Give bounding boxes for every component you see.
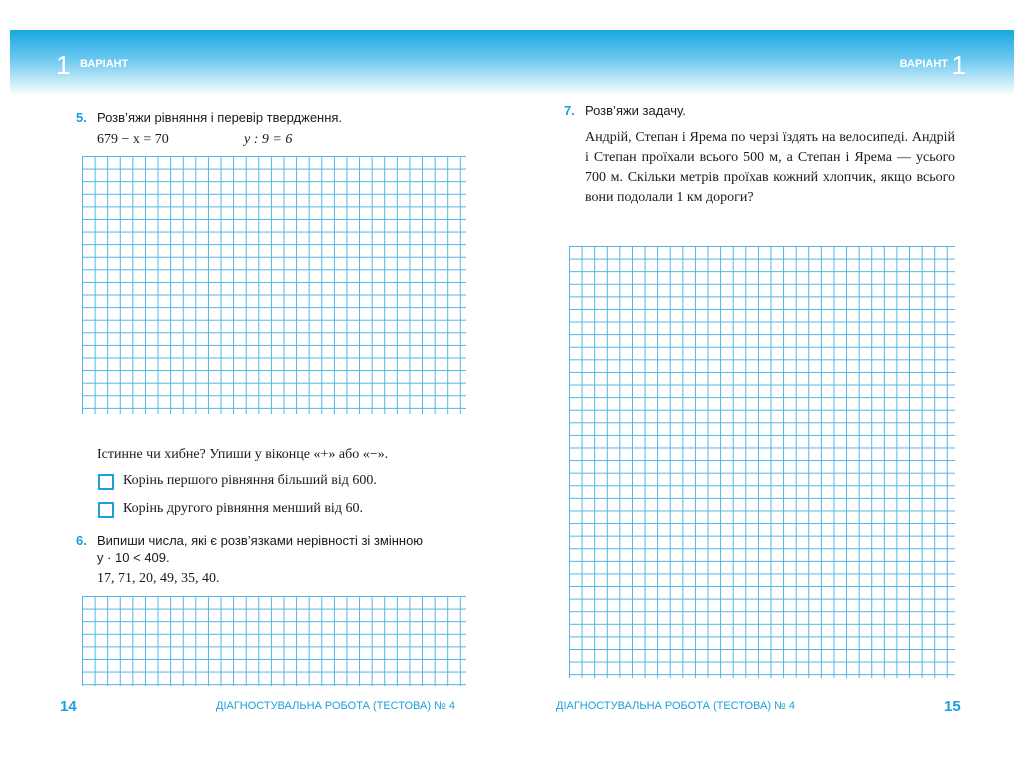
statement-prompt: Істинне чи хибне? Упиши у віконце «+» або «−». bbox=[97, 447, 389, 462]
task-7-prompt: Розв’яжи задачу. bbox=[585, 103, 686, 118]
task-6-number: 6. bbox=[76, 533, 87, 548]
page-number: 14 bbox=[60, 698, 77, 715]
equation-1: 679 − x = 70 bbox=[97, 132, 169, 147]
statement-2-text: Корінь другого рівняння менший від 60. bbox=[123, 501, 363, 516]
answer-grid-task-5[interactable] bbox=[82, 156, 466, 414]
equation-2: y : 9 = 6 bbox=[244, 132, 293, 147]
left-page-header bbox=[10, 30, 512, 96]
task-6-numbers: 17, 71, 20, 49, 35, 40. bbox=[97, 571, 220, 586]
variant-number: 1 bbox=[951, 50, 966, 80]
task-6-prompt-line2: y · 10 < 409. bbox=[97, 550, 170, 565]
right-page-header bbox=[512, 30, 1014, 96]
variant-label: ВАРІАНТ bbox=[899, 58, 948, 70]
right-page bbox=[512, 30, 1014, 720]
task-7-problem-text: Андрій, Степан і Ярема по черзі їздять на велосипеді. Андрій і Степан проїхали всього 500 м, а Степан і Ярема — усього 700 м. Скільки метрів проїхав кожний хлопчик, якщо всього вони подолали 1 км дороги? bbox=[585, 130, 955, 205]
footer-title: ДІАГНОСТУВАЛЬНА РОБОТА (ТЕСТОВА) № 4 bbox=[556, 700, 796, 712]
statement-1-text: Корінь першого рівняння більший від 600. bbox=[123, 473, 377, 488]
task-6-prompt-line1: Випиши числа, які є розв’язками нерівності зі змінною bbox=[97, 533, 424, 548]
footer-title: ДІАГНОСТУВАЛЬНА РОБОТА (ТЕСТОВА) № 4 bbox=[216, 700, 456, 712]
task-5-prompt: Розв’яжи рівняння і перевір твердження. bbox=[97, 110, 343, 125]
task-5-number: 5. bbox=[76, 110, 87, 125]
answer-grid-task-7[interactable] bbox=[569, 246, 955, 678]
page-number: 15 bbox=[944, 698, 961, 715]
statement-1-checkbox[interactable] bbox=[98, 474, 114, 490]
variant-number: 1 bbox=[56, 50, 71, 80]
statement-2-checkbox[interactable] bbox=[98, 502, 114, 518]
left-page bbox=[10, 30, 512, 720]
variant-label: ВАРІАНТ bbox=[80, 58, 129, 70]
task-7-number: 7. bbox=[564, 103, 575, 118]
answer-grid-task-6[interactable] bbox=[82, 596, 466, 686]
